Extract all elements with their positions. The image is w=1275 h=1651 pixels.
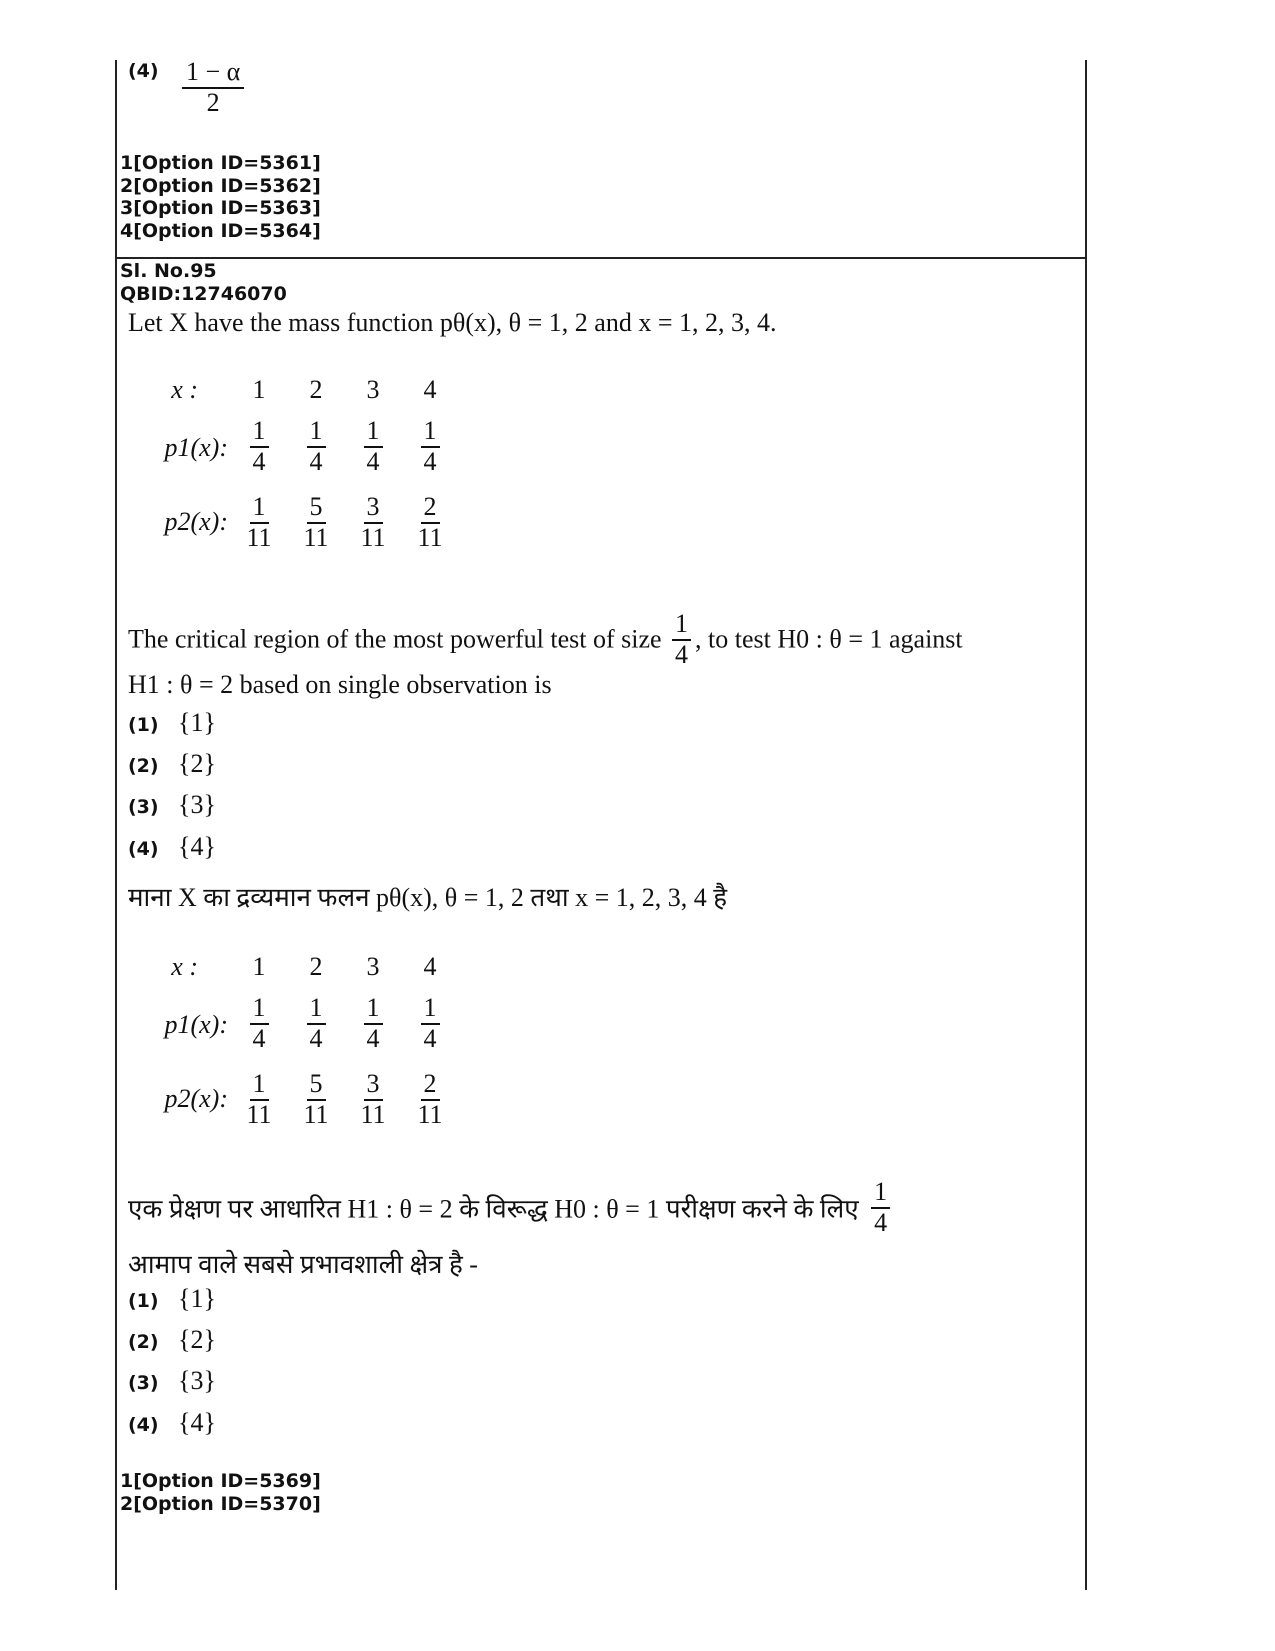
prev-option-4-numerator: 1 − α	[182, 58, 244, 89]
option-label: (2)	[128, 755, 159, 777]
p2-num: 2	[421, 493, 440, 524]
p2-den: 11	[360, 522, 386, 552]
table-p2-label: p2(x):	[164, 507, 228, 536]
p2-num: 1	[250, 493, 269, 524]
serial-number: Sl. No.95	[120, 260, 217, 282]
english-stem-line1	[128, 610, 963, 669]
p2-den: 11	[246, 1099, 272, 1129]
size-num: 1	[871, 1178, 890, 1209]
p2-num: 5	[307, 1070, 326, 1101]
option-text: {2}	[178, 1325, 216, 1354]
p1-den: 4	[309, 446, 323, 476]
p2-num: 5	[307, 493, 326, 524]
p1-fraction	[402, 994, 458, 1053]
option-text: {4}	[178, 832, 216, 861]
option-label: (1)	[128, 714, 159, 736]
prev-option-4	[128, 58, 244, 117]
p1-num: 1	[250, 417, 269, 448]
option-id: 2[Option ID=5370]	[120, 1492, 321, 1515]
p1-fraction	[231, 417, 287, 476]
option-text: {4}	[178, 1408, 216, 1437]
table-x-value: 3	[366, 952, 380, 981]
hindi-option-2[interactable]	[128, 1325, 216, 1355]
p1-den: 4	[366, 446, 380, 476]
p2-fraction	[231, 493, 287, 552]
p1-fraction	[288, 994, 344, 1053]
hindi-size-fraction	[871, 1178, 890, 1237]
hindi-stem-line2: आमाप वाले सबसे प्रभावशाली क्षेत्र है -	[128, 1250, 478, 1279]
hindi-intro: माना X का द्रव्यमान फलन pθ(x), θ = 1, 2 तथा x = 1, 2, 3, 4 है	[128, 883, 728, 912]
table-x-label: x :	[171, 952, 198, 981]
prev-option-4-fraction	[182, 58, 244, 117]
size-num: 1	[672, 610, 691, 641]
english-option-2[interactable]	[128, 749, 216, 779]
p1-den: 4	[366, 1023, 380, 1053]
english-option-4[interactable]	[128, 832, 216, 862]
prev-option-ids	[120, 152, 321, 242]
english-intro: Let X have the mass function pθ(x), θ = 1, 2 and x = 1, 2, 3, 4.	[128, 308, 777, 337]
option-label: (4)	[128, 1414, 159, 1436]
p2-num: 3	[364, 493, 383, 524]
p1-fraction	[345, 417, 401, 476]
p1-num: 1	[307, 994, 326, 1025]
prev-option-id: 1[Option ID=5361]	[120, 152, 321, 174]
hindi-stem-line1	[128, 1178, 890, 1237]
p1-num: 1	[421, 994, 440, 1025]
prev-option-4-denominator: 2	[206, 87, 220, 117]
p1-den: 4	[423, 446, 437, 476]
p1-num: 1	[364, 417, 383, 448]
stem-part1: The critical region of the most powerful test of size	[128, 624, 662, 654]
p2-den: 11	[417, 522, 443, 552]
p1-fraction	[402, 417, 458, 476]
table-p1-label: p1(x):	[164, 1010, 228, 1039]
option-text: {1}	[178, 1284, 216, 1313]
question-header	[120, 260, 287, 305]
p2-fraction	[345, 1070, 401, 1129]
option-text: {2}	[178, 749, 216, 778]
table-x-value: 3	[366, 375, 380, 404]
option-text: {1}	[178, 708, 216, 737]
table-p2-label: p2(x):	[164, 1084, 228, 1113]
option-label: (4)	[128, 838, 159, 860]
p2-den: 11	[417, 1099, 443, 1129]
p2-fraction	[288, 493, 344, 552]
english-option-3[interactable]	[128, 790, 216, 820]
p2-fraction	[231, 1070, 287, 1129]
p2-den: 11	[360, 1099, 386, 1129]
p1-den: 4	[423, 1023, 437, 1053]
option-ids	[120, 1470, 321, 1515]
p2-fraction	[288, 1070, 344, 1129]
p1-den: 4	[309, 1023, 323, 1053]
option-label: (3)	[128, 796, 159, 818]
table-x-label: x :	[171, 375, 198, 404]
hindi-mass-table	[128, 952, 468, 1152]
p2-den: 11	[303, 1099, 329, 1129]
option-id: 1[Option ID=5369]	[120, 1470, 321, 1492]
size-den: 4	[675, 639, 689, 669]
table-p1-label: p1(x):	[164, 433, 228, 462]
table-x-value: 2	[309, 952, 323, 981]
p2-den: 11	[246, 522, 272, 552]
english-stem-line2: H1 : θ = 2 based on single observation is	[128, 670, 552, 699]
english-mass-table	[128, 375, 468, 575]
option-text: {3}	[178, 1366, 216, 1395]
option-label: (1)	[128, 1290, 159, 1312]
prev-option-id: 4[Option ID=5364]	[120, 219, 321, 242]
p1-num: 1	[250, 994, 269, 1025]
table-x-value: 1	[252, 952, 266, 981]
p2-den: 11	[303, 522, 329, 552]
option-label: (3)	[128, 1372, 159, 1394]
p2-num: 3	[364, 1070, 383, 1101]
p1-fraction	[288, 417, 344, 476]
p2-fraction	[345, 493, 401, 552]
p1-fraction	[231, 994, 287, 1053]
prev-option-id: 3[Option ID=5363]	[120, 197, 321, 219]
option-text: {3}	[178, 790, 216, 819]
table-x-value: 2	[309, 375, 323, 404]
size-den: 4	[874, 1207, 888, 1237]
p1-den: 4	[252, 1023, 266, 1053]
option-label: (2)	[128, 1331, 159, 1353]
p2-num: 1	[250, 1070, 269, 1101]
p2-fraction	[402, 1070, 458, 1129]
right-border	[1085, 60, 1087, 1590]
stem-part2: , to test H0 : θ = 1 against	[695, 624, 963, 654]
prev-option-id: 2[Option ID=5362]	[120, 174, 321, 197]
p1-num: 1	[364, 994, 383, 1025]
hindi-option-4[interactable]	[128, 1408, 216, 1438]
table-x-value: 4	[423, 952, 437, 981]
table-x-value: 1	[252, 375, 266, 404]
p2-fraction	[402, 493, 458, 552]
p1-num: 1	[421, 417, 440, 448]
p2-num: 2	[421, 1070, 440, 1101]
table-x-value: 4	[423, 375, 437, 404]
p1-num: 1	[307, 417, 326, 448]
english-option-1[interactable]	[128, 708, 216, 738]
hindi-stem-text: एक प्रेक्षण पर आधारित H1 : θ = 2 के विरूद्ध H0 : θ = 1 परीक्षण करने के लिए	[128, 1194, 859, 1224]
size-fraction	[672, 610, 691, 669]
question-divider	[115, 257, 1087, 259]
hindi-option-1[interactable]	[128, 1284, 216, 1314]
p1-fraction	[345, 994, 401, 1053]
hindi-option-3[interactable]	[128, 1366, 216, 1396]
p1-den: 4	[252, 446, 266, 476]
prev-option-4-label: (4)	[128, 60, 159, 82]
left-border	[115, 60, 117, 1590]
qbid: QBID:12746070	[120, 282, 287, 305]
